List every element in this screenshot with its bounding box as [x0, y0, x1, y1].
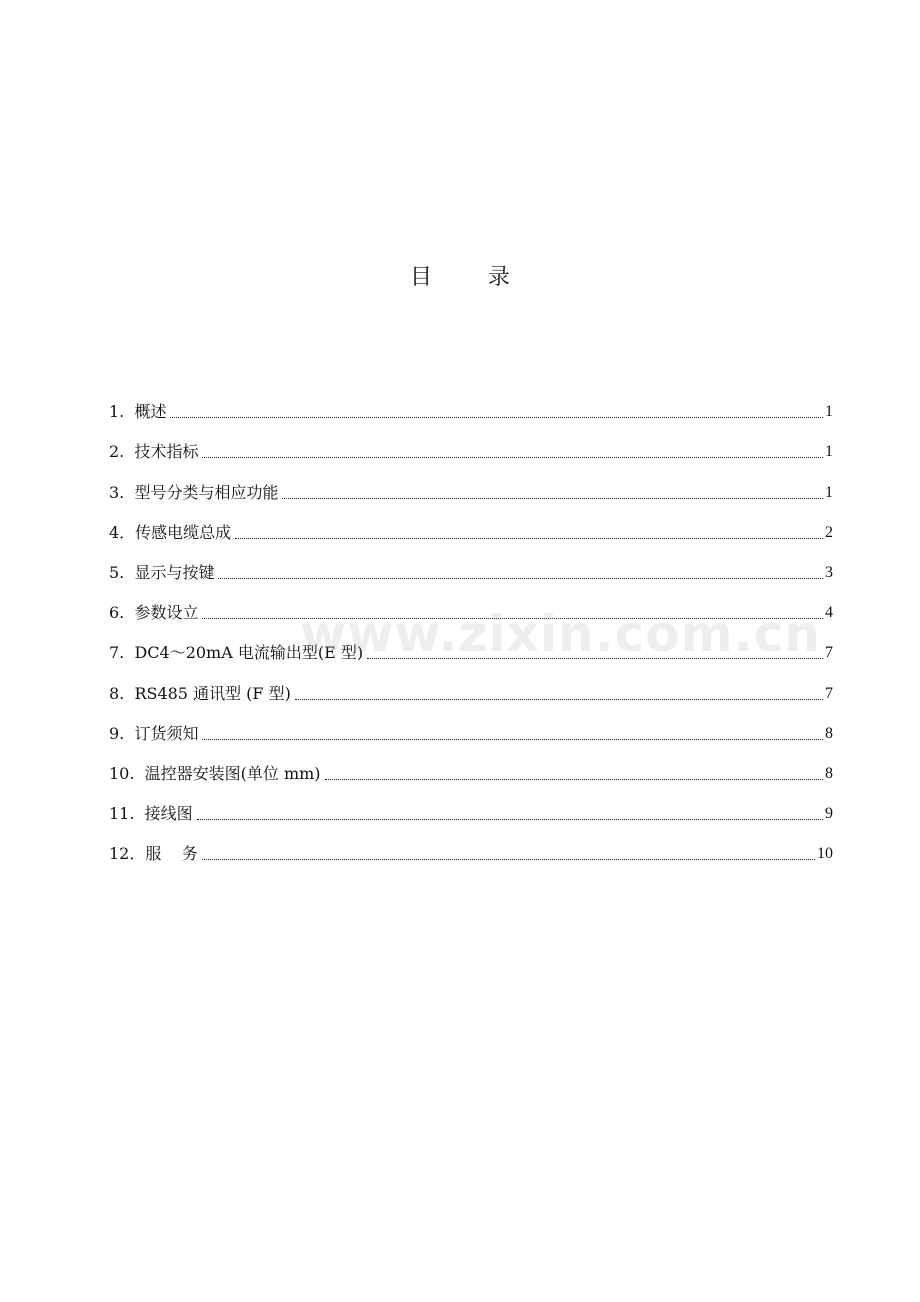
toc-leader-dots: [325, 778, 823, 780]
toc-entry-8[interactable]: [109, 664, 833, 704]
toc-title: 目 录: [410, 265, 510, 290]
toc-entry-1[interactable]: [109, 383, 833, 423]
toc-entry-label: 9. 订货须知: [109, 723, 199, 743]
toc-entry-9[interactable]: [109, 705, 833, 745]
toc-entry-label: 4．传感电缆总成: [109, 522, 232, 542]
toc-entry-page: 2: [825, 523, 833, 541]
toc-entry-page: 7: [825, 684, 833, 702]
toc-entry-10[interactable]: [109, 745, 833, 785]
toc-entry-label: 8. RS485 通讯型 (F 型): [109, 683, 291, 703]
toc-leader-dots: [282, 497, 823, 499]
toc-entry-5[interactable]: [109, 544, 833, 584]
toc-entry-12[interactable]: [109, 825, 833, 865]
toc-leader-dots: [218, 577, 823, 579]
toc-entry-label: 1. 概述: [109, 402, 167, 422]
toc-leader-dots: [170, 416, 823, 418]
toc-leader-dots: [197, 818, 823, 820]
toc-entry-page: 1: [825, 403, 833, 421]
toc-entry-page: 8: [825, 724, 833, 742]
toc-entry-label: 3. 型号分类与相应功能: [109, 482, 279, 502]
toc-entry-page: 1: [825, 483, 833, 501]
toc-entry-label: 6. 参数设立: [109, 603, 199, 623]
toc-entry-label: 11. 接线图: [109, 804, 193, 824]
toc-entry-page: 7: [825, 644, 833, 662]
toc-entry-3[interactable]: [109, 463, 833, 503]
toc-leader-dots: [235, 537, 823, 539]
toc-leader-dots: [202, 738, 823, 740]
toc-entry-label: 10. 温控器安装图(单位 mm): [109, 763, 321, 783]
toc-entry-page: 3: [825, 563, 833, 581]
toc-entry-page: 4: [825, 604, 833, 622]
toc-entry-label: 5. 显示与按键: [109, 562, 215, 582]
toc-entry-label: 2. 技术指标: [109, 442, 199, 462]
toc-entry-4[interactable]: [109, 504, 833, 544]
watermark: www.zixin.com.cn: [300, 605, 821, 663]
toc-entry-page: 9: [825, 805, 833, 823]
toc-entry-page: 10: [817, 845, 833, 863]
toc-leader-dots: [295, 698, 823, 700]
toc-entry-page: 8: [825, 764, 833, 782]
toc-entry-2[interactable]: [109, 423, 833, 463]
toc-entry-label: 7. DC4～20mA 电流输出型(E 型): [109, 643, 364, 663]
toc-entry-label: 12．服 务: [109, 844, 198, 864]
toc-entry-page: 1: [825, 443, 833, 461]
toc-entry-11[interactable]: [109, 785, 833, 825]
toc-leader-dots: [202, 858, 815, 860]
toc-leader-dots: [202, 456, 823, 458]
